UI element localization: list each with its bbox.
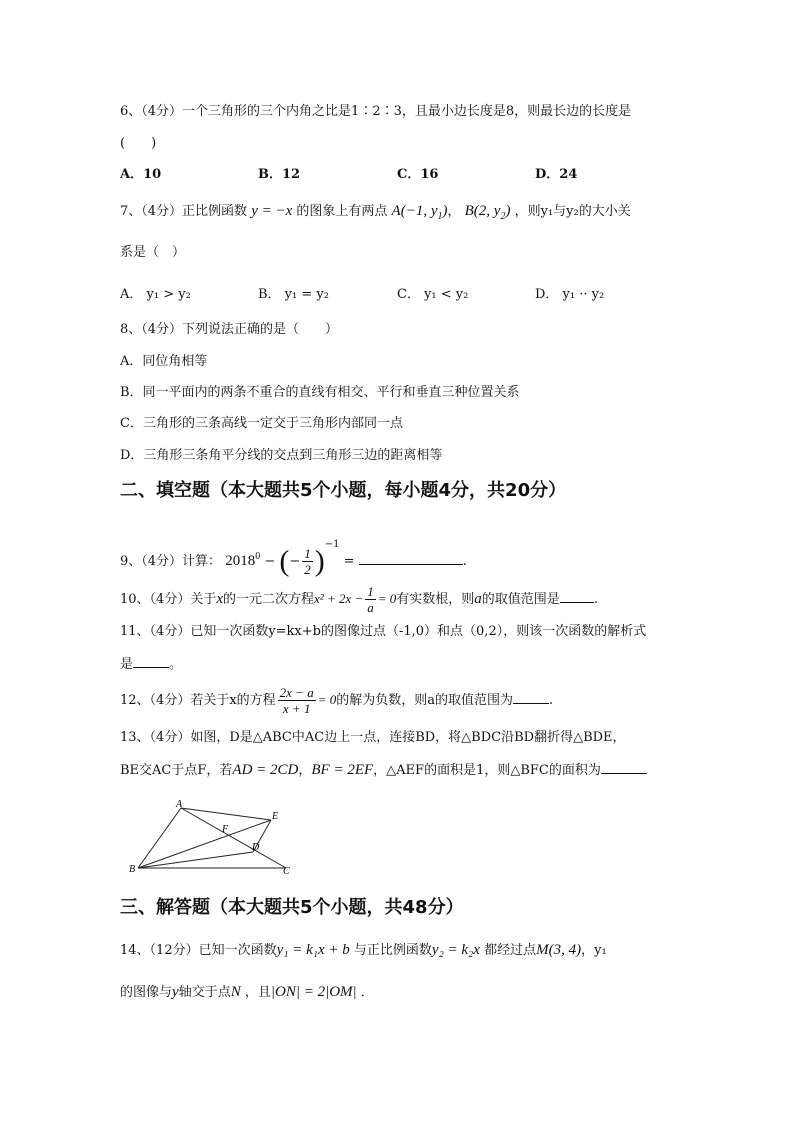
label-c: C [283, 866, 290, 877]
q9-answer-blank[interactable] [359, 550, 463, 565]
q14-line1: 14、（12分）已知一次函数y₁ = k₁x + b 与正比例函数y₂ = k₂x 都经过点M(3, 4)，y₁ [120, 942, 607, 958]
q10-answer-blank[interactable] [560, 588, 594, 603]
q6-paren: ( ) [120, 136, 157, 151]
q7-option-d: D． y₁ ·· y₂ [535, 287, 605, 302]
q8-text: 8、（4分）下列说法正确的是（ ） [120, 322, 339, 337]
q7-point-b: B(2, $y_2$) [464, 203, 511, 222]
q8-option-b: B．同一平面内的两条不重合的直线有相交、平行和垂直三种位置关系 [120, 385, 520, 400]
q13-triangle-figure [128, 798, 298, 880]
q12-text: 12、（4分）若关于x的方程 $\frac{2x - a}{x + 1}$ = 0的解为负数，则a的取值范围为 . [120, 685, 554, 716]
q8-option-c: C．三角形的三条高线一定交于三角形内部同一点 [120, 416, 403, 431]
q11-answer-blank[interactable] [133, 653, 169, 668]
q8-option-a: A．同位角相等 [120, 354, 208, 369]
section2-title: 二、填空题（本大题共5个小题，每小题4分，共20分） [120, 480, 567, 501]
label-f: F [222, 824, 229, 835]
q8-option-d: D．三角形三条角平分线的交点到三角形三边的距离相等 [120, 448, 443, 463]
q7-option-c: C． y₁ < y₂ [397, 287, 469, 302]
q11-line1: 11、（4分）已知一次函数y=kx+b的图像过点（-1,0）和点（0,2），则该一次函数的解析式 [120, 624, 647, 639]
q10-text: 10、（4分）关于x的一元二次方程x² + 2x − $\frac{1}{a}$ = 0有实数根，则a的取值范围是 . [120, 584, 598, 615]
q13-line2: BE交AC于点F，若AD = 2CD，BF = 2EF，△AEF的面积是1，则△BFC的面积为 [120, 759, 647, 781]
q6-option-d: D．24 [535, 167, 578, 182]
q13-answer-blank[interactable] [601, 759, 647, 774]
q6-option-c: C．16 [397, 167, 439, 182]
q9-text: 9、（4分）计算： $2018^0$ − (− $\frac{1}{2}$ )$^{-1}$ = . [120, 539, 467, 578]
q7-option-a: A． y₁ > y₂ [120, 287, 191, 302]
q7-func: y = −x [251, 203, 293, 219]
q13-line1: 13、（4分）如图，D是△ABC中AC边上一点，连接BD，将△BDC沿BD翻折得△BDE， [120, 730, 626, 745]
q6-text: 6、（4分）一个三角形的三个内角之比是1∶2∶3，且最小边长度是8，则最长边的长度是 [120, 104, 632, 119]
q7-point-a: A(−1, $y_1$) [391, 203, 448, 222]
label-e: E [272, 811, 279, 822]
section3-title: 三、解答题（本大题共5个小题，共48分） [120, 897, 464, 918]
q11-line2: 是 。 [120, 653, 182, 675]
label-b: B [129, 864, 136, 875]
q12-answer-blank[interactable] [513, 689, 549, 704]
label-d: D [252, 842, 260, 853]
q6-option-a: A．10 [120, 167, 162, 182]
label-a: A [176, 799, 183, 810]
q6-option-b: B．12 [258, 167, 301, 182]
q7-line1: 7、（4分）正比例函数 y = −x 的图象上有两点 A(−1, $y_1$)， B(2, $y_2$) ，则y₁与y₂的大小关 [120, 203, 631, 222]
q14-line2: 的图像与y轴交于点N ，且|ON| = 2|OM| ． [120, 984, 374, 1000]
q7-option-b: B． y₁ = y₂ [258, 287, 329, 302]
q7-line2: 系是（ ） [120, 245, 186, 260]
